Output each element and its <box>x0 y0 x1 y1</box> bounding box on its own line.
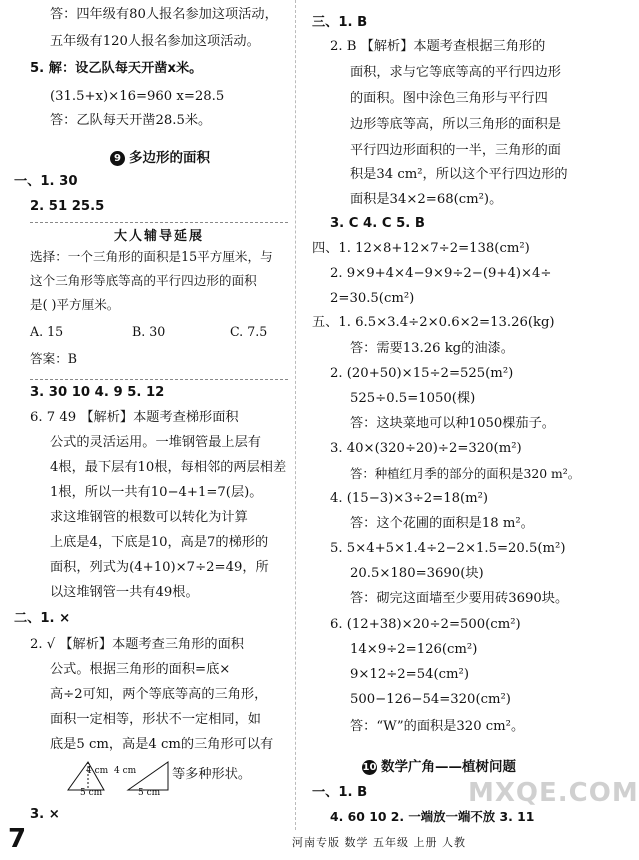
option-a: A. 15 <box>30 324 64 339</box>
box-answer: 答案：B <box>30 351 78 366</box>
answer-line: 9×12÷2=54(cm²) <box>350 667 469 682</box>
page-footer <box>0 824 574 860</box>
answer-line: 一、1. B <box>312 785 368 800</box>
page-number: 7 <box>8 824 27 854</box>
explanation-line: 高÷2可知，两个等底等高的三角形， <box>50 687 268 702</box>
answer-line: 5. 5×4+5×1.4÷2−2×1.5=20.5(m²) <box>330 541 566 556</box>
explanation-line: 以这堆钢管一共有49根。 <box>50 585 199 600</box>
explanation-line: 等多种形状。 <box>172 767 252 782</box>
explanation-line: 求这堆钢管的根数可以转化为计算 <box>50 510 248 525</box>
answer-line: 3. × <box>30 807 60 822</box>
explanation-line: 积是34 cm²，所以这个平行四边形的 <box>350 167 568 182</box>
answer-line: 2. 9×9+4×4−9×9÷2−(9+4)×4÷ <box>330 266 552 281</box>
explanation-line: 的面积。图中涂色三角形与平行四 <box>350 91 548 106</box>
answer-line: 答：种植红月季的部分的面积是320 m²。 <box>350 466 581 481</box>
explanation-line: 底是5 cm，高是4 cm的三角形可以有 <box>50 737 274 752</box>
section-heading-10 <box>362 755 516 775</box>
answer-line: 五、1. 6.5×3.4÷2×0.6×2=13.26(kg) <box>312 315 555 330</box>
explanation-line: 上底是4，下底是10，高是7的梯形的 <box>50 535 269 550</box>
answer-line: 3. 40×(320÷20)÷2=320(m²) <box>330 441 522 456</box>
footer-text: 河南专版 数学 五年级 上册 人教 <box>292 836 466 849</box>
column-divider <box>295 0 296 830</box>
section-number-badge: 10 <box>362 762 377 773</box>
answer-line: 答：砌完这面墙至少要用砖3690块。 <box>350 591 569 606</box>
explanation-line: 公式。根据三角形的面积=底× <box>50 662 231 677</box>
triangle-base-label: 5 cm <box>80 788 103 798</box>
answer-line: 答：这块菜地可以种1050棵茄子。 <box>350 416 555 431</box>
answer-line: 6. (12+38)×20÷2=500(cm²) <box>330 617 521 632</box>
answer-line: 500−126−54=320(cm²) <box>350 692 511 707</box>
explanation-line: 面积一定相等，形状不一定相同，如 <box>50 712 261 727</box>
answer-line: 2. 51 25.5 <box>30 199 105 214</box>
triangle-base-label: 5 cm <box>138 788 161 798</box>
answer-line: 答：需要13.26 kg的油漆。 <box>350 341 514 356</box>
answer-line: 三、1. B <box>312 15 368 30</box>
section-heading-9 <box>110 146 210 166</box>
question-line: 5. 解：设乙队每天开凿x米。 <box>30 61 203 76</box>
explanation-line: 面积是34×2=68(cm²)。 <box>350 192 503 207</box>
answer-line: 525÷0.5=1050(棵) <box>350 391 476 406</box>
answer-line: 四、1. 12×8+12×7÷2=138(cm²) <box>312 241 530 256</box>
watermark: MXQE.COM <box>468 778 639 808</box>
explanation-line: 面积，列式为(4+10)×7÷2=49，所 <box>50 560 269 575</box>
answer-line: 14×9÷2=126(cm²) <box>350 642 478 657</box>
answer-line: 五年级有120人报名参加这项活动。 <box>50 34 260 49</box>
answer-line: 二、1. × <box>14 611 71 626</box>
explanation-line: 公式的灵活运用。一堆钢管最上层有 <box>50 435 261 450</box>
box-text: 选择：一个三角形的面积是15平方厘米，与 <box>30 249 273 264</box>
explanation-line: 边形等底等高，所以三角形的面积是 <box>350 117 561 132</box>
answer-line: 2=30.5(cm²) <box>330 291 415 306</box>
explanation-line: 面积，求与它等底等高的平行四边形 <box>350 65 561 80</box>
option-b: B. 30 <box>132 324 166 339</box>
answer-line: 3. C 4. C 5. B <box>330 216 425 231</box>
answer-line: 答：乙队每天开凿28.5米。 <box>50 113 212 128</box>
answer-line: 2. B 【解析】本题考查根据三角形的 <box>330 39 546 54</box>
triangle-height-label: 4 cm <box>114 766 137 776</box>
explanation-line: 4根，最下层有10根，每相邻的两层相差 <box>50 460 287 475</box>
answer-line: 6. 7 49 【解析】本题考查梯形面积 <box>30 410 239 425</box>
answer-line: 2. (20+50)×15÷2=525(m²) <box>330 366 514 381</box>
option-c: C. 7.5 <box>230 324 268 339</box>
box-title: 大人辅导延展 <box>113 229 204 244</box>
answer-line: 答：这个花圃的面积是18 m²。 <box>350 516 534 531</box>
triangle-height-label: 4 cm <box>86 766 109 776</box>
answer-line: 答：四年级有80人报名参加这项活动， <box>50 7 278 22</box>
answer-line: 一、1. 30 <box>14 174 78 189</box>
section-title: 数学广角——植树问题 <box>381 759 516 775</box>
section-number-badge: 9 <box>110 151 125 166</box>
box-text: 是( )平方厘米。 <box>30 297 120 312</box>
answer-line: 3. 30 10 4. 9 5. 12 <box>30 385 165 400</box>
explanation-line: 平行四边形面积的一半，三角形的面 <box>350 143 561 158</box>
answer-line: 答：“W”的面积是320 cm²。 <box>350 719 525 734</box>
answer-line: 4. 60 10 2. 一端放一端不放 3. 11 <box>330 809 535 824</box>
equation-line: (31.5+x)×16=960 x=28.5 <box>50 89 225 104</box>
box-text: 这个三角形等底等高的平行四边形的面积 <box>30 273 257 288</box>
section-title: 多边形的面积 <box>129 150 210 166</box>
answer-line: 2. √ 【解析】本题考查三角形的面积 <box>30 637 244 652</box>
explanation-line: 1根，所以一共有10−4+1=7(层)。 <box>50 485 263 500</box>
answer-line: 20.5×180=3690(块) <box>350 566 484 581</box>
answer-line: 4. (15−3)×3÷2=18(m²) <box>330 491 489 506</box>
